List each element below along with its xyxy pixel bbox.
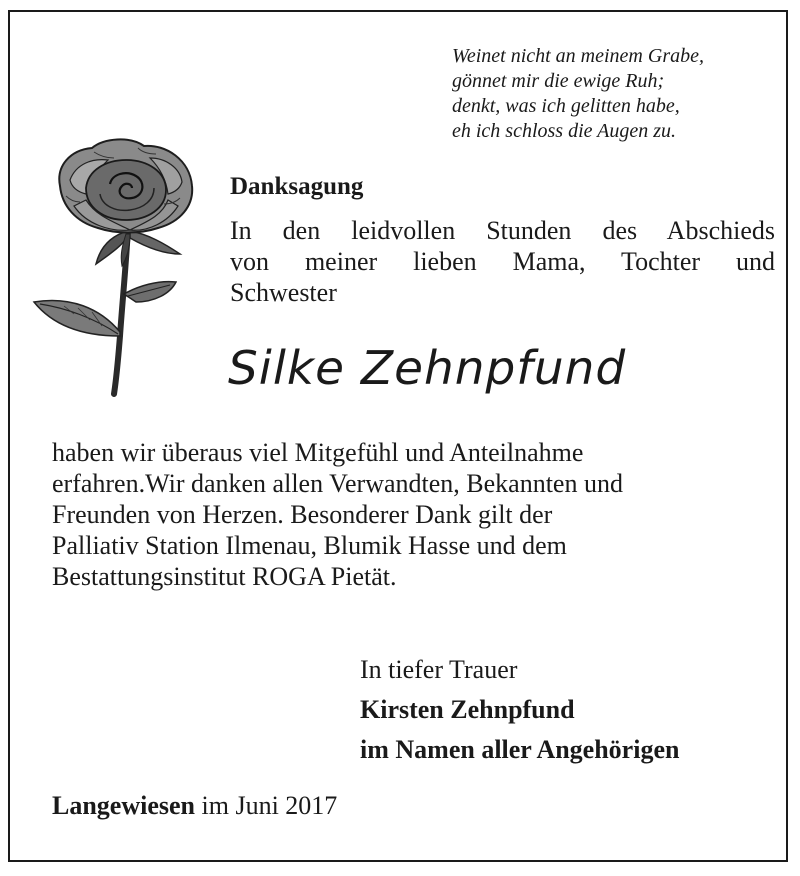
poem-line: gönnet mir die ewige Ruh; bbox=[452, 70, 665, 92]
body-line: haben wir überaus viel Mitgefühl und Anteilnahme bbox=[52, 438, 584, 467]
body-text bbox=[52, 437, 752, 592]
intro-line: Schwester bbox=[230, 278, 337, 307]
place: Langewiesen bbox=[52, 791, 195, 820]
rose-icon bbox=[30, 136, 200, 398]
poem-line: Weinet nicht an meinem Grabe, bbox=[452, 45, 704, 67]
body-line: Freunden von Herzen. Besonderer Dank gilt der bbox=[52, 500, 553, 529]
date: im Juni 2017 bbox=[195, 791, 338, 820]
body-line: erfahren.Wir danken allen Verwandten, Bekannten und bbox=[52, 469, 623, 498]
intro-line: von meiner lieben Mama, Tochter und bbox=[230, 247, 775, 276]
place-date bbox=[52, 790, 337, 822]
signature-relatives: im Namen aller Angehörigen bbox=[360, 735, 680, 764]
signature bbox=[360, 650, 679, 770]
body-line: Bestattungsinstitut ROGA Pietät. bbox=[52, 562, 397, 591]
deceased-name: Silke Zehnpfund bbox=[228, 341, 627, 395]
poem-line: eh ich schloss die Augen zu. bbox=[452, 120, 677, 142]
signature-mourning: In tiefer Trauer bbox=[360, 655, 518, 684]
intro-line: In den leidvollen Stunden des Abschieds bbox=[230, 216, 775, 245]
poem bbox=[422, 44, 742, 144]
poem-line: denkt, was ich gelitten habe, bbox=[452, 95, 680, 117]
intro-text bbox=[230, 215, 775, 308]
body-line: Palliativ Station Ilmenau, Blumik Hasse und dem bbox=[52, 531, 567, 560]
heading: Danksagung bbox=[230, 173, 364, 200]
signature-name: Kirsten Zehnpfund bbox=[360, 695, 575, 724]
